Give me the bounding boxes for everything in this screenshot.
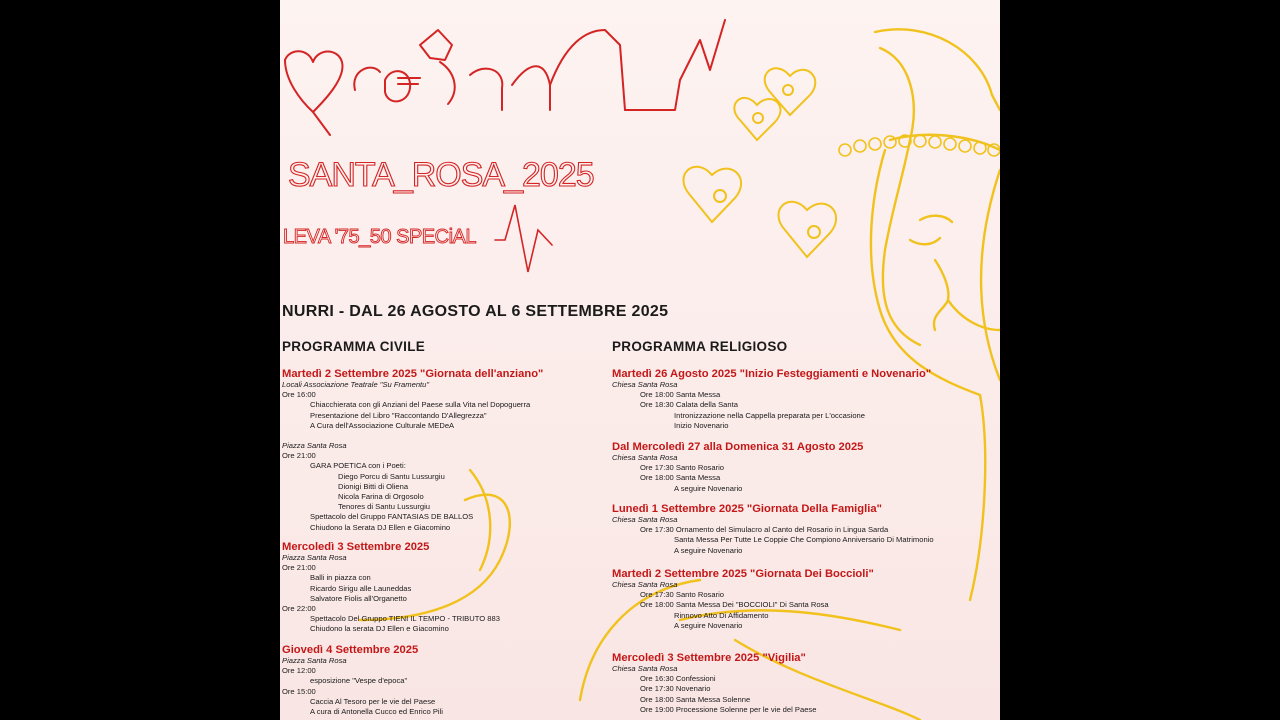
event-time: Ore 17:30 Novenario <box>640 684 711 694</box>
event-time: Ore 18:00 Santa Messa <box>640 473 721 483</box>
civile-event-2 <box>282 541 500 635</box>
event-detail: Chiacchierata con gli Anziani del Paese sulla Vita nel Dopoguerra <box>310 400 531 410</box>
leva-special-subtitle <box>283 205 552 272</box>
event-tagline: NURRI - DAL 26 AGOSTO AL 6 SETTEMBRE 2025 <box>282 303 669 320</box>
svg-text:LEVA '75_50 SPECiAL: LEVA '75_50 SPECiAL <box>283 226 476 248</box>
event-detail: Balli in piazza con <box>310 573 371 583</box>
event-location: Piazza Santa Rosa <box>282 441 347 451</box>
event-title: Mercoledì 3 Settembre 2025 "Vigilia" <box>612 652 806 664</box>
rose-crown-icon <box>839 135 1000 156</box>
event-time: Ore 12:00 <box>282 666 316 676</box>
event-location: Chiesa Santa Rosa <box>612 453 678 462</box>
event-time: Ore 18:00 Santa Messa Dei "BOCCIOLI" Di Santa Rosa <box>640 600 829 610</box>
event-detail: Presentazione del Libro "Raccontando D'Allegrezza" <box>310 410 487 420</box>
event-detail: Diego Porcu di Santu Lussurgiu <box>338 471 445 481</box>
civile-event-1 <box>282 368 543 533</box>
event-title: Martedì 2 Settembre 2025 "Giornata Dei Boccioli" <box>612 568 874 580</box>
event-detail: Spettacolo Del Gruppo TIENI IL TEMPO - TRIBUTO 883 <box>310 614 500 624</box>
civile-event-3 <box>282 644 443 717</box>
event-title: Mercoledì 3 Settembre 2025 <box>282 541 430 553</box>
event-detail: Dionigi Bitti di Oliena <box>338 481 409 491</box>
event-detail: A cura di Antonella Cucco ed Enrico Pili <box>310 707 443 717</box>
event-time: Ore 17:30 Ornamento del Simulacro al Canto del Rosario in Lingua Sarda <box>640 525 889 535</box>
event-location: Piazza Santa Rosa <box>282 656 347 665</box>
event-detail: Nicola Farina di Orgosolo <box>338 492 424 502</box>
religioso-event-5 <box>612 652 816 715</box>
event-detail: Chiudono la serata DJ Ellen e Giacomino <box>310 624 449 634</box>
event-time: Ore 18:00 Santa Messa <box>640 390 721 400</box>
event-location: Piazza Santa Rosa <box>282 553 347 562</box>
event-poster <box>280 0 1000 720</box>
event-time: Ore 21:00 <box>282 563 316 573</box>
event-location: Locali Associazione Teatrale "Su Framentu" <box>282 380 430 389</box>
event-title: Lunedì 1 Settembre 2025 "Giornata Della Famiglia" <box>612 503 882 515</box>
event-detail: Caccia Al Tesoro per le vie del Paese <box>310 696 436 706</box>
santa-rosa-2025-title <box>288 156 594 194</box>
event-detail: Tenores di Santu Lussurgiu <box>338 502 431 512</box>
event-detail: Chiudono la Serata DJ Ellen e Giacomino <box>310 522 451 532</box>
santa-rosa-logo <box>285 20 725 135</box>
event-time: Ore 16:30 Confessioni <box>640 674 716 684</box>
event-location: Chiesa Santa Rosa <box>612 380 678 389</box>
event-time: Ore 22:00 <box>282 604 316 614</box>
religioso-event-3 <box>612 503 934 556</box>
event-title: Martedì 26 Agosto 2025 "Inizio Festeggiamenti e Novenario" <box>612 368 932 380</box>
event-title: Dal Mercoledì 27 alla Domenica 31 Agosto 2025 <box>612 441 864 453</box>
event-location: Chiesa Santa Rosa <box>612 580 678 589</box>
religioso-event-2 <box>612 441 863 494</box>
religioso-event-4 <box>612 568 874 631</box>
event-location: Chiesa Santa Rosa <box>612 515 678 524</box>
event-detail: Spettacolo del Gruppo FANTASIAS DE BALLOS <box>310 512 474 522</box>
event-detail: GARA POETICA con i Poeti: <box>310 461 406 471</box>
svg-text:SANTA_ROSA_2025: SANTA_ROSA_2025 <box>288 156 594 194</box>
event-time: Ore 15:00 <box>282 686 316 696</box>
event-time: Ore 19:00 Processione Solenne per le vie del Paese <box>640 704 817 714</box>
religioso-event-1 <box>612 368 931 431</box>
event-detail: A seguire Novenario <box>674 483 743 493</box>
event-time: Ore 18:00 Santa Messa Solenne <box>640 694 751 704</box>
programma-civile-heading: PROGRAMMA CIVILE <box>282 339 426 354</box>
event-detail: Salvatore Fiolis all'Organetto <box>310 593 407 603</box>
event-detail: Intronizzazione nella Cappella preparata per L'occasione <box>674 410 865 420</box>
event-time: Ore 16:00 <box>282 390 316 400</box>
event-time: Ore 17:30 Santo Rosario <box>640 463 725 473</box>
rose-hearts-icon <box>683 68 836 257</box>
programma-religioso-heading: PROGRAMMA RELIGIOSO <box>612 339 788 354</box>
event-title: Martedì 2 Settembre 2025 "Giornata dell'anziano" <box>282 368 544 380</box>
event-detail: A Cura dell'Associazione Culturale MEDeA <box>310 420 455 430</box>
event-detail: Rinnovo Atto Di Affidamento <box>674 610 769 620</box>
event-detail: A seguire Novenario <box>674 620 743 630</box>
event-detail: Ricardo Sirigu alle Launeddas <box>310 583 412 593</box>
event-time: Ore 21:00 <box>282 451 316 461</box>
event-detail: Inizio Novenario <box>674 420 729 430</box>
event-detail: Santa Messa Per Tutte Le Coppie Che Compiono Anniversario Di Matrimonio <box>674 535 934 545</box>
event-time: Ore 17:30 Santo Rosario <box>640 590 725 600</box>
event-detail: A seguire Novenario <box>674 545 743 555</box>
event-location: Chiesa Santa Rosa <box>612 664 678 673</box>
event-time: Ore 18:30 Calata della Santa <box>640 400 738 410</box>
event-title: Giovedì 4 Settembre 2025 <box>282 644 419 656</box>
event-detail: esposizione "Vespe d'epoca" <box>310 676 408 686</box>
